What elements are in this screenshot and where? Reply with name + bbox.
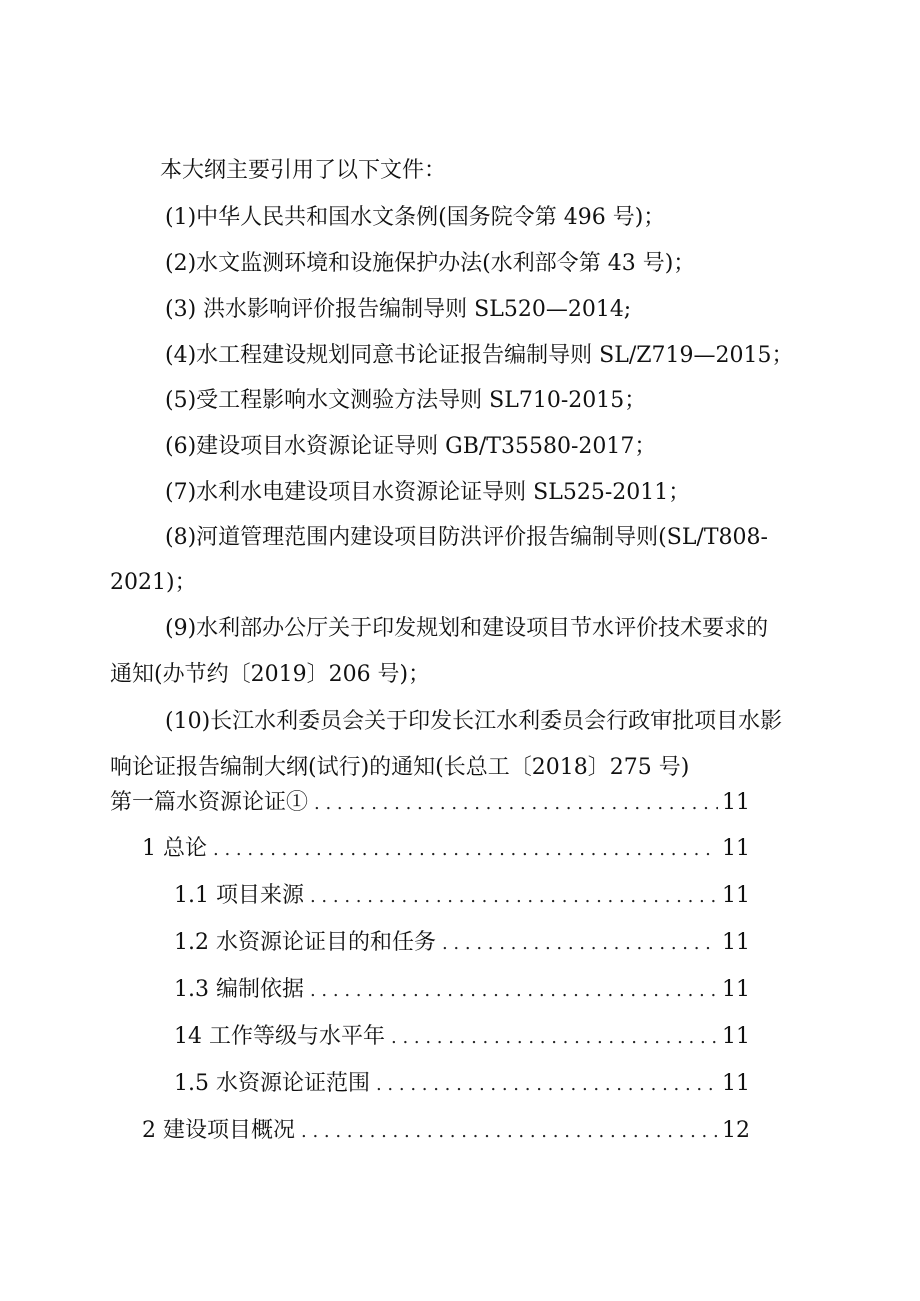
- reference-item-7: (7)水利水电建设项目水资源论证导则 SL525-2011；: [165, 480, 691, 505]
- toc-entry-page: 11: [722, 1024, 750, 1049]
- reference-item-4: (4)水工程建设规划同意书论证报告编制导则 SL/Z719—2015；: [165, 343, 794, 368]
- reference-item-9-line-1: (9)水利部办公厅关于印发规划和建设项目节水评价技术要求的: [165, 616, 769, 641]
- intro-text: 本大纲主要引用了以下文件：: [160, 158, 447, 183]
- toc-leader-dots: [442, 929, 718, 959]
- toc-entry-title: 1 总论: [142, 836, 207, 861]
- toc-entry-title: 1.5 水资源论证范围: [174, 1071, 370, 1096]
- reference-item-1: (1)中华人民共和国水文条例(国务院令第 496 号)；: [165, 205, 666, 230]
- toc-entry-title: 1.3 编制依据: [174, 977, 304, 1002]
- reference-item-2: (2)水文监测环境和设施保护办法(水利部令第 43 号)；: [165, 251, 696, 276]
- reference-item-5: (5)受工程影响水文测验方法导则 SL710-2015；: [165, 388, 647, 413]
- toc-entry[interactable]: [174, 928, 750, 958]
- reference-item-10-line-1: (10)长江水利委员会关于印发长江水利委员会行政审批项目水影: [165, 709, 783, 734]
- toc-entry-page: 11: [722, 930, 750, 955]
- toc-leader-dots: [376, 1070, 718, 1100]
- toc-entry-page: 11: [722, 977, 750, 1002]
- toc-entry[interactable]: [142, 834, 750, 864]
- toc-leader-dots: [310, 882, 718, 912]
- toc-entry-page: 11: [722, 883, 750, 908]
- toc-entry-page: 11: [722, 836, 750, 861]
- toc-entry-page: 12: [722, 1118, 750, 1143]
- reference-item-8-line-1: (8)河道管理范围内建设项目防洪评价报告编制导则(SL/T808-: [165, 525, 768, 550]
- toc-leader-dots: [391, 1023, 718, 1053]
- toc-leader-dots: [301, 1117, 718, 1147]
- toc-entry-title: 1.1 项目来源: [174, 883, 304, 908]
- toc-leader-dots: [213, 835, 718, 865]
- reference-item-9-line-2: 通知(办节约〔2019〕206 号)；: [110, 662, 431, 687]
- toc-entry-page: 11: [722, 1071, 750, 1096]
- toc-entry[interactable]: [110, 788, 750, 818]
- toc-leader-dots: [314, 789, 718, 819]
- toc-leader-dots: [310, 976, 718, 1006]
- toc-entry-page: 11: [722, 790, 750, 815]
- toc-entry[interactable]: [174, 881, 750, 911]
- toc-entry[interactable]: [174, 975, 750, 1005]
- reference-item-3: (3) 洪水影响评价报告编制导则 SL520—2014;: [165, 297, 632, 322]
- toc-entry[interactable]: [142, 1116, 750, 1146]
- toc-entry-title: 1.2 水资源论证目的和任务: [174, 930, 436, 955]
- reference-item-10-line-2: 响论证报告编制大纲(试行)的通知(长总工〔2018〕275 号): [110, 755, 690, 780]
- toc-entry-title: 第一篇水资源论证①: [110, 790, 309, 815]
- toc-entry-title: 2 建设项目概况: [142, 1118, 295, 1143]
- reference-item-6: (6)建设项目水资源论证导则 GB/T35580-2017；: [165, 434, 657, 459]
- toc-entry[interactable]: [174, 1069, 750, 1099]
- toc-entry[interactable]: [174, 1022, 750, 1052]
- reference-item-8-line-2: 2021)；: [110, 570, 197, 595]
- toc-entry-title: 14 工作等级与水平年: [174, 1024, 385, 1049]
